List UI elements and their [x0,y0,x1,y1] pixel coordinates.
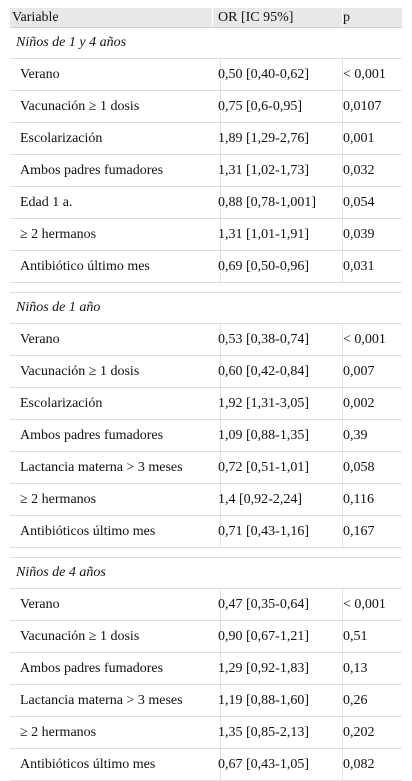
table-row [10,123,402,155]
table-row [10,91,402,123]
section-spacer [10,283,402,293]
p-value-cell: 0,039 [343,226,375,242]
p-value-cell: 0,26 [343,692,368,708]
or-ci-cell: 1,29 [0,92-1,83] [216,653,343,684]
p-value-cell: 0,167 [343,523,375,539]
p-value-cell: 0,39 [343,427,368,443]
p-value-cell: 0,202 [343,724,375,740]
variable-cell: Ambos padres fumadores [10,420,221,451]
or-ci-cell: 0,75 [0,6-0,95] [216,91,343,122]
table-row [10,219,402,251]
variable-cell: ≥ 2 hermanos [10,484,221,515]
table-row [10,484,402,516]
variable-cell: Antibióticos último mes [10,749,221,780]
or-ci-cell: 0,67 [0,43-1,05] [216,749,343,780]
header-variable: Variable [10,8,213,27]
or-ci-cell: 0,47 [0,35-0,64] [216,589,343,620]
or-ci-cell: 1,4 [0,92-2,24] [216,484,343,515]
p-value-cell: 0,032 [343,162,375,178]
or-ci-cell: 0,72 [0,51-1,01] [216,452,343,483]
header-or-ci: OR [IC 95%] [216,8,343,27]
table-row [10,516,402,548]
section-title-row [10,558,402,589]
p-value-cell: < 0,001 [343,331,386,347]
or-ci-cell: 0,69 [0,50-0,96] [216,251,343,282]
p-value-cell: 0,13 [343,660,368,676]
variable-cell: Escolarización [10,388,221,419]
table-row [10,324,402,356]
p-value-cell: 0,001 [343,130,375,146]
or-ci-cell: 1,09 [0,88-1,35] [216,420,343,451]
or-ci-cell: 0,50 [0,40-0,62] [216,59,343,90]
or-ci-cell: 0,90 [0,67-1,21] [216,621,343,652]
section-title: Niños de 1 y 4 años [16,35,127,50]
table-row [10,388,402,420]
variable-cell: Lactancia materna > 3 meses [10,452,221,483]
variable-cell: Ambos padres fumadores [10,155,221,186]
section-title-row [10,28,402,59]
variable-cell: Verano [10,59,221,90]
or-ci-cell: 1,89 [1,29-2,76] [216,123,343,154]
or-ci-cell: 1,31 [1,02-1,73] [216,155,343,186]
variable-cell: Ambos padres fumadores [10,653,221,684]
variable-cell: Escolarización [10,123,221,154]
table-row [10,685,402,717]
p-value-cell: 0,51 [343,628,368,644]
or-ci-cell: 1,31 [1,01-1,91] [216,219,343,250]
or-ci-cell: 1,92 [1,31-3,05] [216,388,343,419]
p-value-cell: 0,007 [343,363,375,379]
or-ci-cell: 0,53 [0,38-0,74] [216,324,343,355]
table-row [10,589,402,621]
p-value-cell: < 0,001 [343,596,386,612]
table-body [10,28,402,781]
or-ci-cell: 0,88 [0,78-1,001] [216,187,343,218]
table-row [10,187,402,219]
table-row [10,452,402,484]
table-row [10,717,402,749]
variable-cell: Vacunación ≥ 1 dosis [10,621,221,652]
p-value-cell: 0,116 [343,491,374,507]
variable-cell: Verano [10,324,221,355]
table-row [10,155,402,187]
results-table [10,8,402,781]
variable-cell: ≥ 2 hermanos [10,717,221,748]
section-title: Niños de 4 años [16,565,106,580]
variable-cell: Edad 1 a. [10,187,221,218]
variable-cell: Vacunación ≥ 1 dosis [10,356,221,387]
or-ci-cell: 0,60 [0,42-0,84] [216,356,343,387]
section-spacer [10,548,402,558]
table-row [10,749,402,781]
table-row [10,251,402,283]
variable-cell: ≥ 2 hermanos [10,219,221,250]
header-p: p [343,9,350,25]
p-value-cell: 0,031 [343,258,375,274]
or-ci-cell: 1,35 [0,85-2,13] [216,717,343,748]
table-row [10,653,402,685]
variable-cell: Lactancia materna > 3 meses [10,685,221,716]
table-row [10,621,402,653]
table-header-row [10,8,402,28]
table-row [10,356,402,388]
or-ci-cell: 1,19 [0,88-1,60] [216,685,343,716]
p-value-cell: 0,054 [343,194,375,210]
section-title-row [10,293,402,324]
variable-cell: Antibiótico último mes [10,251,221,282]
variable-cell: Antibióticos último mes [10,516,221,547]
table-row [10,420,402,452]
p-value-cell: < 0,001 [343,66,386,82]
variable-cell: Verano [10,589,221,620]
section-title: Niños de 1 año [16,300,101,315]
p-value-cell: 0,082 [343,756,375,772]
variable-cell: Vacunación ≥ 1 dosis [10,91,221,122]
p-value-cell: 0,002 [343,395,375,411]
table-row [10,59,402,91]
or-ci-cell: 0,71 [0,43-1,16] [216,516,343,547]
p-value-cell: 0,0107 [343,98,382,114]
p-value-cell: 0,058 [343,459,375,475]
